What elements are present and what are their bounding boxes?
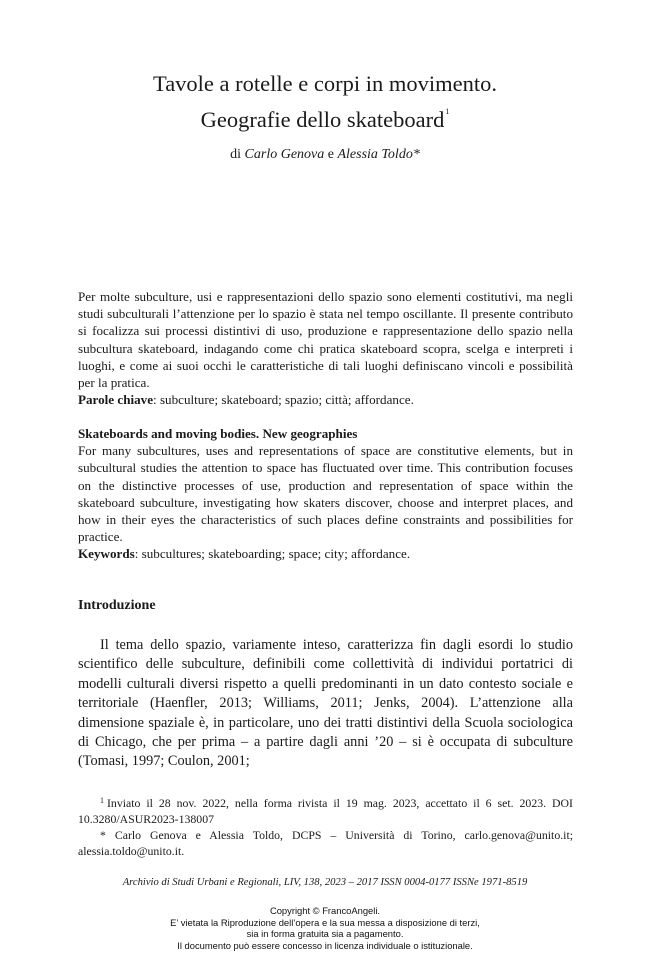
- byline-conjunction: e: [327, 147, 334, 162]
- author-2: Alessia Toldo*: [337, 147, 420, 162]
- footnote-2: * Carlo Genova e Alessia Toldo, DCPS – Università di Torino, carlo.genova@unito.it; alessia.toldo@unito.it.: [78, 828, 573, 858]
- abstract-italian: [78, 288, 573, 408]
- author-1: Carlo Genova: [244, 147, 325, 162]
- abstract-english-title: Skateboards and moving bodies. New geographies: [78, 426, 358, 441]
- abstract-italian-text: Per molte subculture, usi e rappresentazioni dello spazio sono elementi costitutivi, ma negli studi subculturali l’attenzione per lo spazio è stata nel tempo oscillante. Il presente contributo si focalizza sui processi distintivi di uso, produzione e rappresentazione dello spazio nella subcultura skateboard, indagando come chi pratica skateboard scopra, scelga e interpreti i luoghi, e come ai suoi occhi le caratteristiche di tali luoghi definiscano vincoli e possibilità per la pratica.: [78, 289, 573, 391]
- keywords-it: : subculture; skateboard; spazio; città; affordance.: [153, 392, 414, 408]
- footnote-1: [78, 793, 573, 827]
- abstract-english-text: For many subcultures, uses and representations of space are constitutive elements, but in subcultural studies the attention to space has fluctuated over time. This contribution focuses on the distinctive processes of use, production and representation of space within the skateboard subculture, investigating how skaters discover, choose and interpret places, and how in their eyes the characteristics of such places define constraints and possibilities for practice.: [78, 443, 573, 545]
- copyright-line-2: E’ vietata la Riproduzione dell’opera e la sua messa a disposizione di terzi,: [170, 916, 480, 928]
- keywords-label-en: Keywords: [78, 546, 135, 562]
- title-line-1: Tavole a rotelle e corpi in movimento.: [153, 71, 497, 96]
- byline: [0, 147, 650, 163]
- copyright-line-4: Il documento può essere concesso in licenza individuale o istituzionale.: [177, 939, 473, 951]
- keywords-en: : subcultures; skateboarding; space; city; affordance.: [134, 546, 411, 562]
- footnotes: [78, 793, 573, 859]
- section-heading: Introduzione: [78, 598, 156, 613]
- footnote-1-mark: 1: [100, 796, 104, 805]
- body-paragraph: Il tema dello spazio, variamente inteso, caratterizza fin dagli esordi lo studio scientifico delle subculture, definibili come collettività di individui portatrici di modelli culturali diversi rispetto a quelli predominanti in un dato contesto sociale e territoriale (Haenfler, 2013; Williams, 2011; Jenks, 2004). L’attenzione alla dimensione spaziale è, in particolare, uno dei tratti distintivi della Scuola sociologica di Chicago, che per prima – a partire dagli anni ’20 – si è occupata di subculture (Tomasi, 1997; Coulon, 2001;: [78, 637, 573, 770]
- article-title: [0, 70, 650, 134]
- copyright-notice: [0, 905, 650, 951]
- keywords-label-it: Parole chiave: [78, 392, 154, 408]
- copyright-line-1: Copyright © FrancoAngeli.: [269, 905, 381, 916]
- abstract-english: [78, 425, 573, 563]
- title-footnote-mark: 1: [445, 107, 450, 116]
- copyright-line-3: sia in forma gratuita sia a pagamento.: [246, 928, 404, 940]
- byline-prefix: di: [230, 147, 242, 162]
- journal-citation: Archivio di Studi Urbani e Regionali, LIV, 138, 2023 – 2017 ISSN 0004-0177 ISSNe 1971-8519: [122, 877, 528, 888]
- title-line-2-text: Geografie dello skateboard: [200, 107, 445, 132]
- title-line-2: [0, 98, 650, 134]
- footnote-1-text: Inviato il 28 nov. 2022, nella forma rivista il 19 mag. 2023, accettato il 6 set. 2023. DOI 10.3280/ASUR2023-138007: [78, 796, 573, 826]
